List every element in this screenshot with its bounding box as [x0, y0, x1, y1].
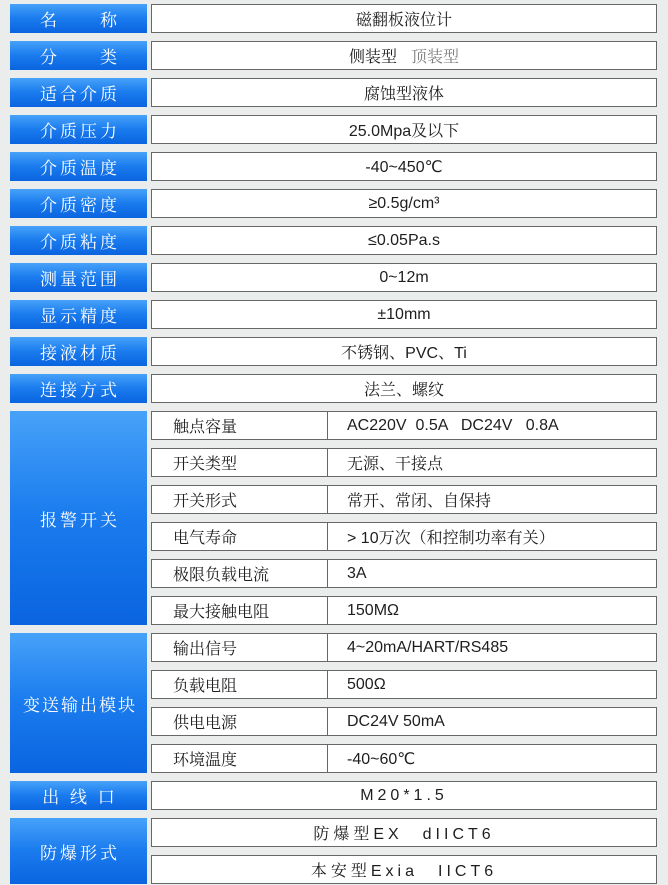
- subrow-label-switch-form: 开关形式: [152, 486, 328, 513]
- row-display-accuracy: [10, 300, 657, 329]
- row-value-medium-temperature: [151, 152, 657, 181]
- subrow-switch-type: [151, 448, 657, 477]
- value-text: 不锈钢、PVC、Ti: [341, 345, 467, 362]
- row-label-name: 名 称: [10, 4, 147, 33]
- row-value-name: [151, 4, 657, 33]
- subrow-value-limit-load-current: 3A: [347, 564, 367, 582]
- subrow-label-power-supply: 供电电源: [152, 708, 328, 735]
- fullrow-intrinsically-safe: 本安型Exia IICT6: [151, 855, 657, 884]
- subrow-value-switch-form: 常开、常闭、自保持: [347, 493, 492, 510]
- row-wetted-material: [10, 337, 657, 366]
- row-label-connection-type: 连接方式: [10, 374, 147, 403]
- section-label-transmitter-module: 变送输出模块: [10, 633, 147, 773]
- row-label-medium-pressure: 介质压力: [10, 115, 147, 144]
- row-suitable-medium: [10, 78, 657, 107]
- row-label-cable-outlet: 出 线 口: [10, 781, 147, 810]
- value-text: 磁翻板液位计: [355, 12, 452, 29]
- row-label-wetted-material: 接液材质: [10, 337, 147, 366]
- row-value-cable-outlet: [151, 781, 657, 810]
- row-label-suitable-medium: 适合介质: [10, 78, 147, 107]
- row-cable-outlet: [10, 781, 657, 810]
- value-text: 侧装型: [348, 49, 397, 66]
- subrow-power-supply: [151, 707, 657, 736]
- row-category: [10, 41, 657, 70]
- value-text: ≤0.05Pa.s: [368, 231, 440, 249]
- row-label-category: 分 类: [10, 41, 147, 70]
- row-medium-viscosity: [10, 226, 657, 255]
- subrow-limit-load-current: [151, 559, 657, 588]
- row-value-medium-density: [151, 189, 657, 218]
- row-label-measuring-range: 测量范围: [10, 263, 147, 292]
- row-value-measuring-range: [151, 263, 657, 292]
- subrow-contact-capacity: [151, 411, 657, 440]
- row-value-category: [151, 41, 657, 70]
- value-text: ±10mm: [377, 305, 431, 323]
- row-medium-density: [10, 189, 657, 218]
- section-transmitter-module: [10, 633, 657, 773]
- section-explosion-proof: [10, 818, 657, 884]
- subrow-value-load-resistance: 500Ω: [347, 675, 386, 693]
- subrow-value-power-supply: DC24V 50mA: [347, 712, 445, 730]
- value-text: ≥0.5g/cm³: [368, 194, 440, 212]
- subrow-switch-form: [151, 485, 657, 514]
- row-name: [10, 4, 657, 33]
- subrow-value-electrical-life: > 10万次（和控制功率有关）: [347, 530, 555, 547]
- subrow-label-switch-type: 开关类型: [152, 449, 328, 476]
- subrow-value-output-signal: 4~20mA/HART/RS485: [347, 638, 509, 656]
- subrow-max-contact-resistance: [151, 596, 657, 625]
- subrow-ambient-temperature: [151, 744, 657, 773]
- section-label-alarm-switch: 报警开关: [10, 411, 147, 625]
- row-value-suitable-medium: [151, 78, 657, 107]
- value-text: 0~12m: [379, 268, 429, 286]
- subrow-load-resistance: [151, 670, 657, 699]
- section-rows-transmitter-module: [151, 633, 657, 773]
- row-value-medium-pressure: [151, 115, 657, 144]
- value-text: -40~450℃: [365, 158, 443, 176]
- row-label-medium-temperature: 介质温度: [10, 152, 147, 181]
- subrow-label-electrical-life: 电气寿命: [152, 523, 328, 550]
- row-label-medium-viscosity: 介质粘度: [10, 226, 147, 255]
- row-medium-pressure: [10, 115, 657, 144]
- section-label-explosion-proof: 防爆形式: [10, 818, 147, 884]
- subrow-label-ambient-temperature: 环境温度: [152, 745, 328, 772]
- row-value-connection-type: [151, 374, 657, 403]
- subrow-label-contact-capacity: 触点容量: [152, 412, 328, 439]
- section-rows-explosion-proof: [151, 818, 657, 884]
- value-text: 法兰、螺纹: [363, 382, 444, 399]
- fullrow-flameproof: 防爆型EX dIICT6: [151, 818, 657, 847]
- subrow-output-signal: [151, 633, 657, 662]
- row-value-display-accuracy: [151, 300, 657, 329]
- value-text-secondary: 顶装型: [411, 49, 460, 66]
- subrow-label-limit-load-current: 极限负载电流: [152, 560, 328, 587]
- row-value-medium-viscosity: [151, 226, 657, 255]
- section-rows-alarm-switch: [151, 411, 657, 625]
- subrow-electrical-life: [151, 522, 657, 551]
- subrow-label-output-signal: 输出信号: [152, 634, 328, 661]
- subrow-label-load-resistance: 负载电阻: [152, 671, 328, 698]
- subrow-label-max-contact-resistance: 最大接触电阻: [152, 597, 328, 624]
- row-label-display-accuracy: 显示精度: [10, 300, 147, 329]
- subrow-value-ambient-temperature: -40~60℃: [347, 750, 416, 768]
- row-medium-temperature: [10, 152, 657, 181]
- row-connection-type: [10, 374, 657, 403]
- row-value-wetted-material: [151, 337, 657, 366]
- subrow-value-contact-capacity: AC220V 0.5A DC24V 0.8A: [347, 416, 559, 434]
- subrow-value-switch-type: 无源、干接点: [347, 456, 444, 473]
- section-alarm-switch: [10, 411, 657, 625]
- row-measuring-range: [10, 263, 657, 292]
- value-text: 25.0Mpa及以下: [348, 123, 460, 140]
- row-label-medium-density: 介质密度: [10, 189, 147, 218]
- value-text: 腐蚀型液体: [363, 86, 444, 103]
- value-text: M20*1.5: [360, 786, 448, 804]
- subrow-value-max-contact-resistance: 150MΩ: [347, 601, 399, 619]
